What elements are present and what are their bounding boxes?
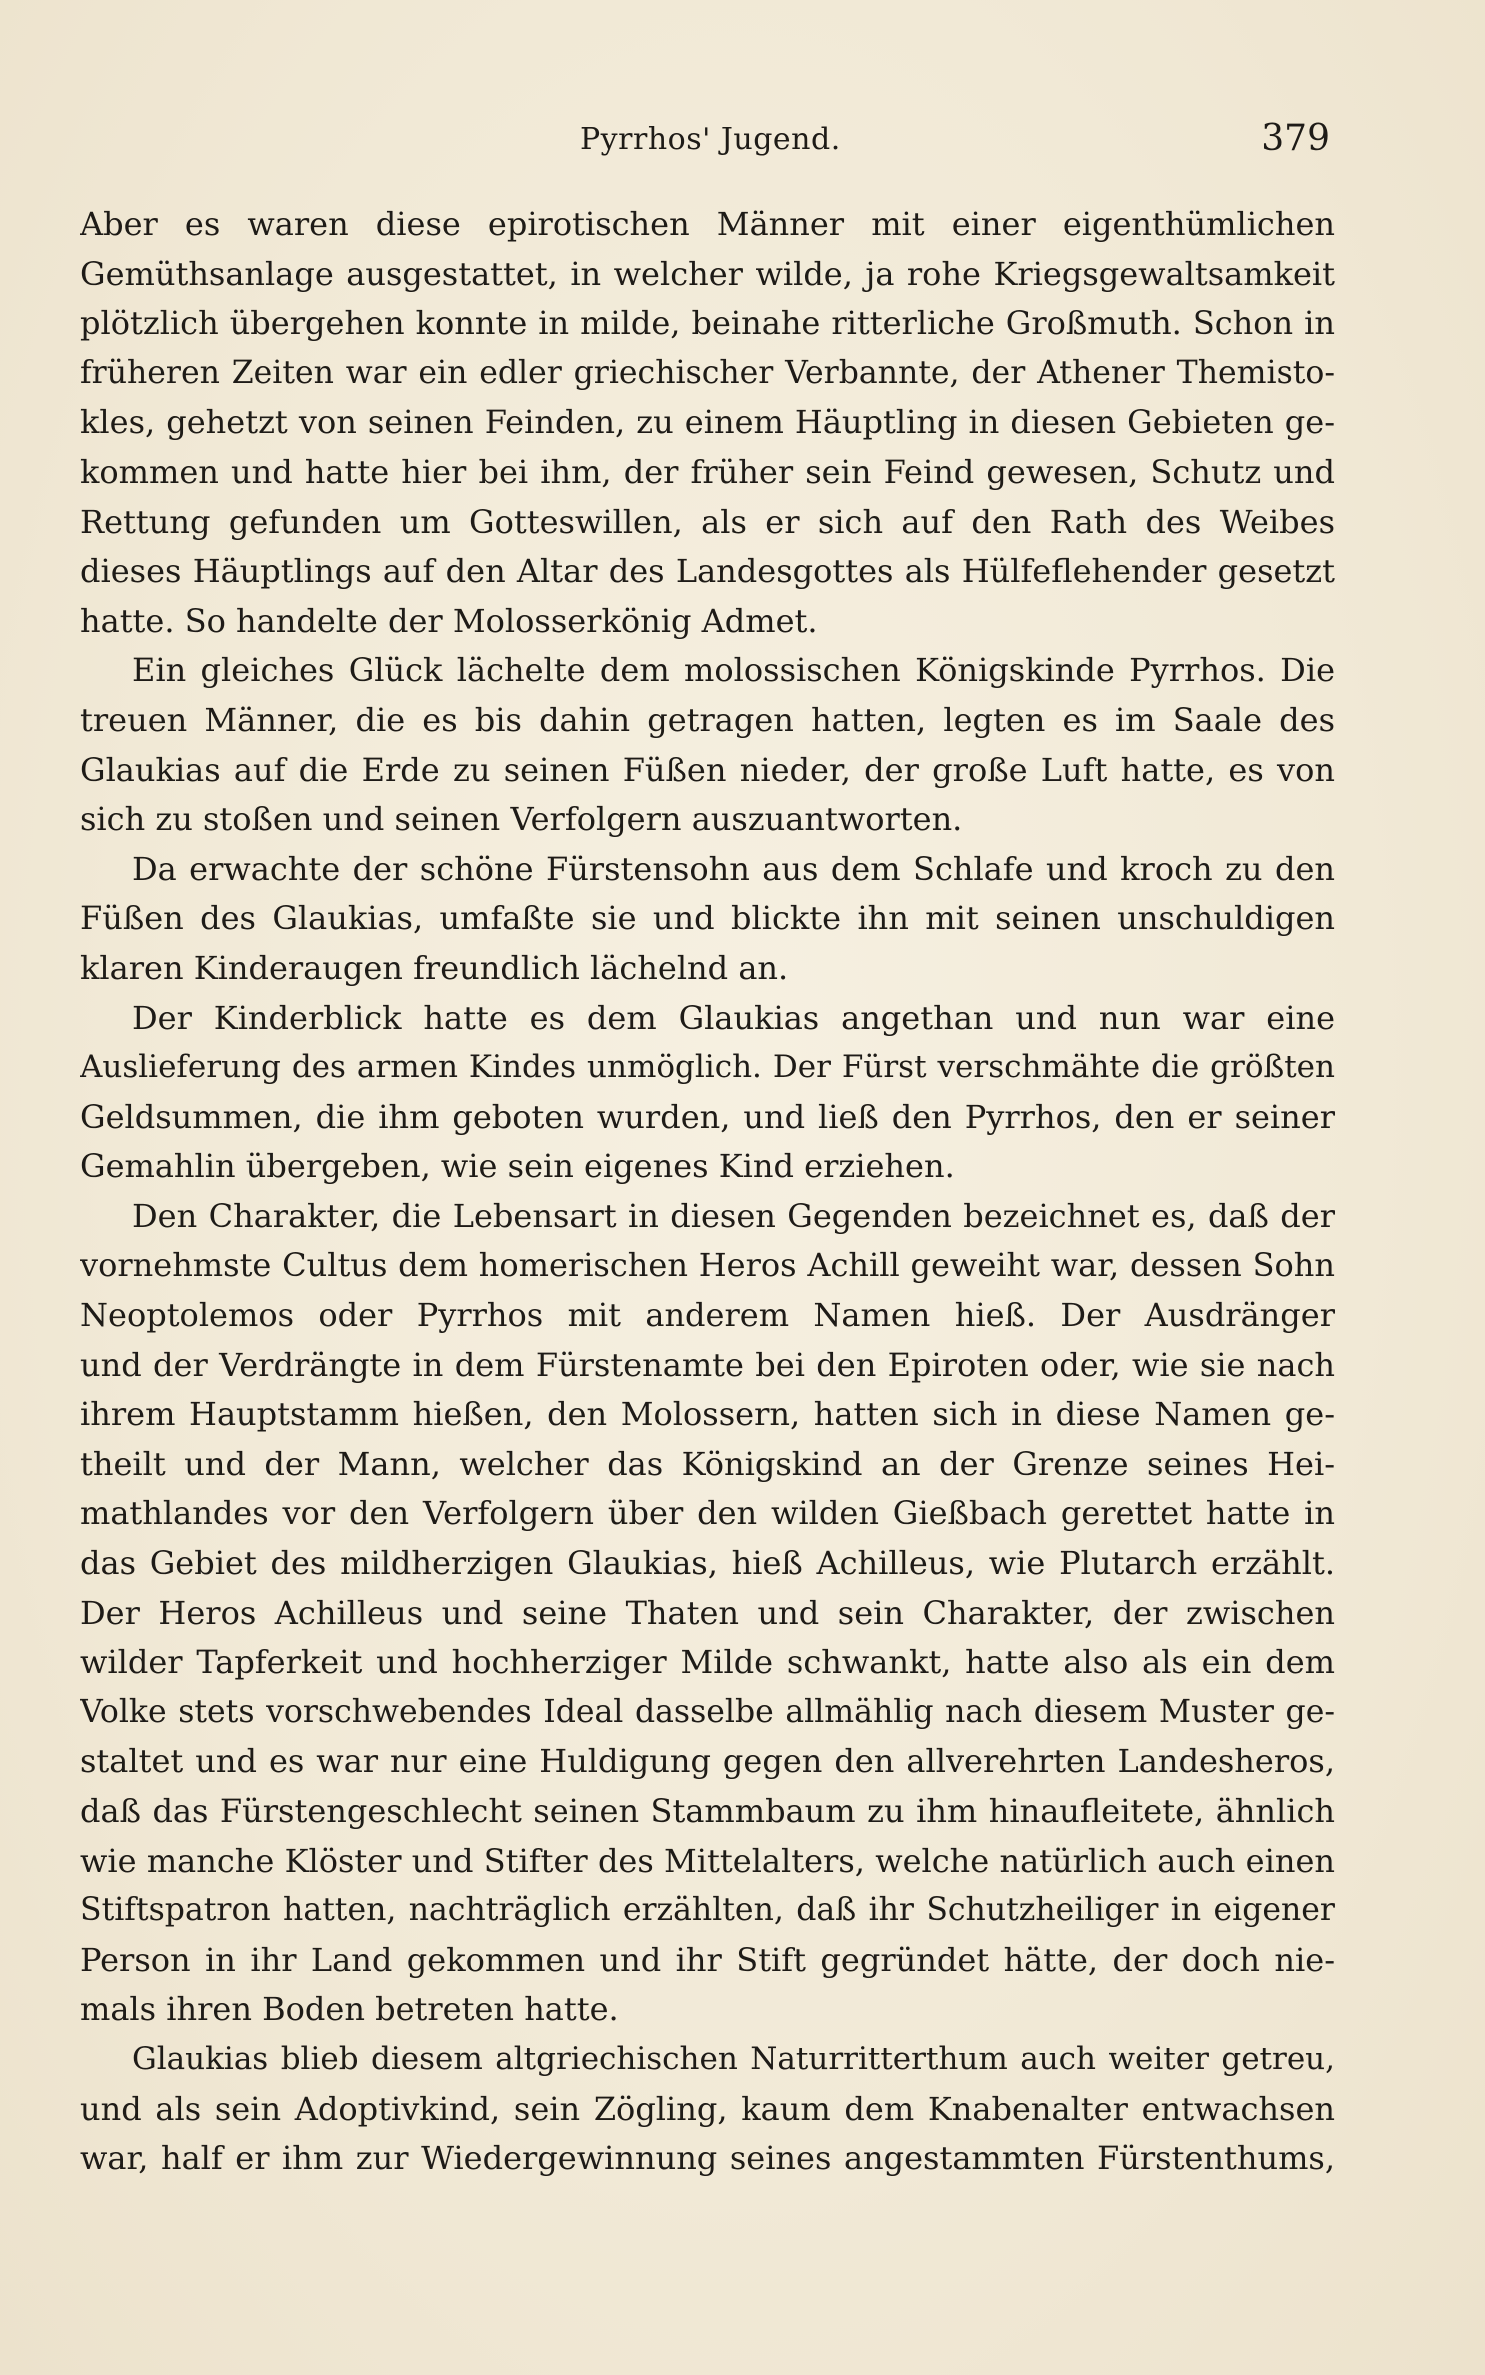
text-line: und der Verdrängte in dem Fürstenamte bei den Epiroten oder, wie sie nach [80, 1345, 1335, 1384]
text-line: Ein gleiches Glück lächelte dem molossischen Königskinde Pyrrhos. Die [132, 651, 1335, 690]
running-head: Pyrrhos' Jugend. [580, 122, 841, 157]
text-line: Den Charakter, die Lebensart in diesen Gegenden bezeichnet es, daß der [132, 1196, 1335, 1235]
text-line: Person in ihr Land gekommen und ihr Stift gegründet hätte, der doch nie- [80, 1940, 1335, 1979]
page-header [80, 118, 1330, 168]
text-line: früheren Zeiten war ein edler griechischer Verbannte, der Athener Themisto- [80, 354, 1335, 391]
text-line: sich zu stoßen und seinen Verfolgern auszuantworten. [80, 800, 963, 839]
text-line: Gemahlin übergeben, wie sein eigenes Kind erziehen. [80, 1147, 955, 1186]
text-line: wilder Tapferkeit und hochherziger Milde schwankt, hatte also als ein dem [80, 1643, 1335, 1682]
body-text [80, 200, 1335, 2184]
text-line: wie manche Klöster und Stifter des Mittelalters, welche natürlich auch einen [80, 1841, 1335, 1880]
text-line: kles, gehetzt von seinen Feinden, zu einem Häuptling in diesen Gebieten ge- [80, 403, 1335, 442]
text-line: und als sein Adoptivkind, sein Zögling, kaum dem Knabenalter entwachsen [80, 2089, 1335, 2128]
text-line: Der Heros Achilleus und seine Thaten und sein Charakter, der zwischen [80, 1593, 1335, 1632]
text-line: Gemüthsanlage ausgestattet, in welcher wilde, ja rohe Kriegsgewaltsamkeit [80, 254, 1335, 293]
text-line: hatte. So handelte der Molosserkönig Admet. [80, 601, 818, 640]
text-line: klaren Kinderaugen freundlich lächelnd an. [80, 948, 789, 987]
page-number: 379 [1261, 118, 1330, 159]
text-line: Glaukias blieb diesem altgriechischen Naturritterthum auch weiter getreu, [132, 2040, 1335, 2077]
text-line: Füßen des Glaukias, umfaßte sie und blickte ihn mit seinen unschuldigen [80, 899, 1335, 938]
text-line: mals ihren Boden betreten hatte. [80, 1990, 619, 2029]
text-line: theilt und der Mann, welcher das Königskind an der Grenze seines Hei- [80, 1444, 1335, 1483]
text-line: dieses Häuptlings auf den Altar des Landesgottes als Hülfeflehender gesetzt [80, 552, 1335, 591]
text-line: Neoptolemos oder Pyrrhos mit anderem Namen hieß. Der Ausdränger [80, 1296, 1335, 1335]
text-line: Der Kinderblick hatte es dem Glaukias angethan und nun war eine [132, 998, 1335, 1037]
text-line: Stiftspatron hatten, nachträglich erzählten, daß ihr Schutzheiliger in eigener [80, 1892, 1335, 1929]
text-line: Aber es waren diese epirotischen Männer mit einer eigenthümlichen [80, 205, 1335, 243]
text-line: treuen Männer, die es bis dahin getragen hatten, legten es im Saale des [80, 700, 1335, 739]
text-line: Auslieferung des armen Kindes unmöglich. Der Fürst verschmähte die größten [80, 1049, 1335, 1086]
text-line: Volke stets vorschwebendes Ideal dasselbe allmählig nach diesem Muster ge- [80, 1693, 1335, 1730]
text-line: war, half er ihm zur Wiedergewinnung seines angestammten Fürstenthums, [80, 2139, 1335, 2178]
text-line: Da erwachte der schöne Fürstensohn aus dem Schlafe und kroch zu den [132, 849, 1335, 888]
text-line: Glaukias auf die Erde zu seinen Füßen nieder, der große Luft hatte, es von [80, 750, 1335, 789]
text-line: daß das Fürstengeschlecht seinen Stammbaum zu ihm hinaufleitete, ähnlich [80, 1792, 1335, 1830]
text-line: plötzlich übergehen konnte in milde, beinahe ritterliche Großmuth. Schon in [80, 304, 1335, 343]
text-line: kommen und hatte hier bei ihm, der früher sein Feind gewesen, Schutz und [80, 452, 1335, 491]
text-line: Rettung gefunden um Gotteswillen, als er sich auf den Rath des Weibes [80, 502, 1335, 541]
text-line: mathlandes vor den Verfolgern über den wilden Gießbach gerettet hatte in [80, 1494, 1335, 1533]
text-line: vornehmste Cultus dem homerischen Heros Achill geweiht war, dessen Sohn [80, 1246, 1335, 1285]
text-line: Geldsummen, die ihm geboten wurden, und ließ den Pyrrhos, den er seiner [80, 1097, 1335, 1136]
text-line: staltet und es war nur eine Huldigung gegen den allverehrten Landesheros, [80, 1742, 1335, 1781]
text-line: das Gebiet des mildherzigen Glaukias, hieß Achilleus, wie Plutarch erzählt. [80, 1544, 1335, 1583]
text-line: ihrem Hauptstamm hießen, den Molossern, hatten sich in diese Namen ge- [80, 1395, 1335, 1434]
